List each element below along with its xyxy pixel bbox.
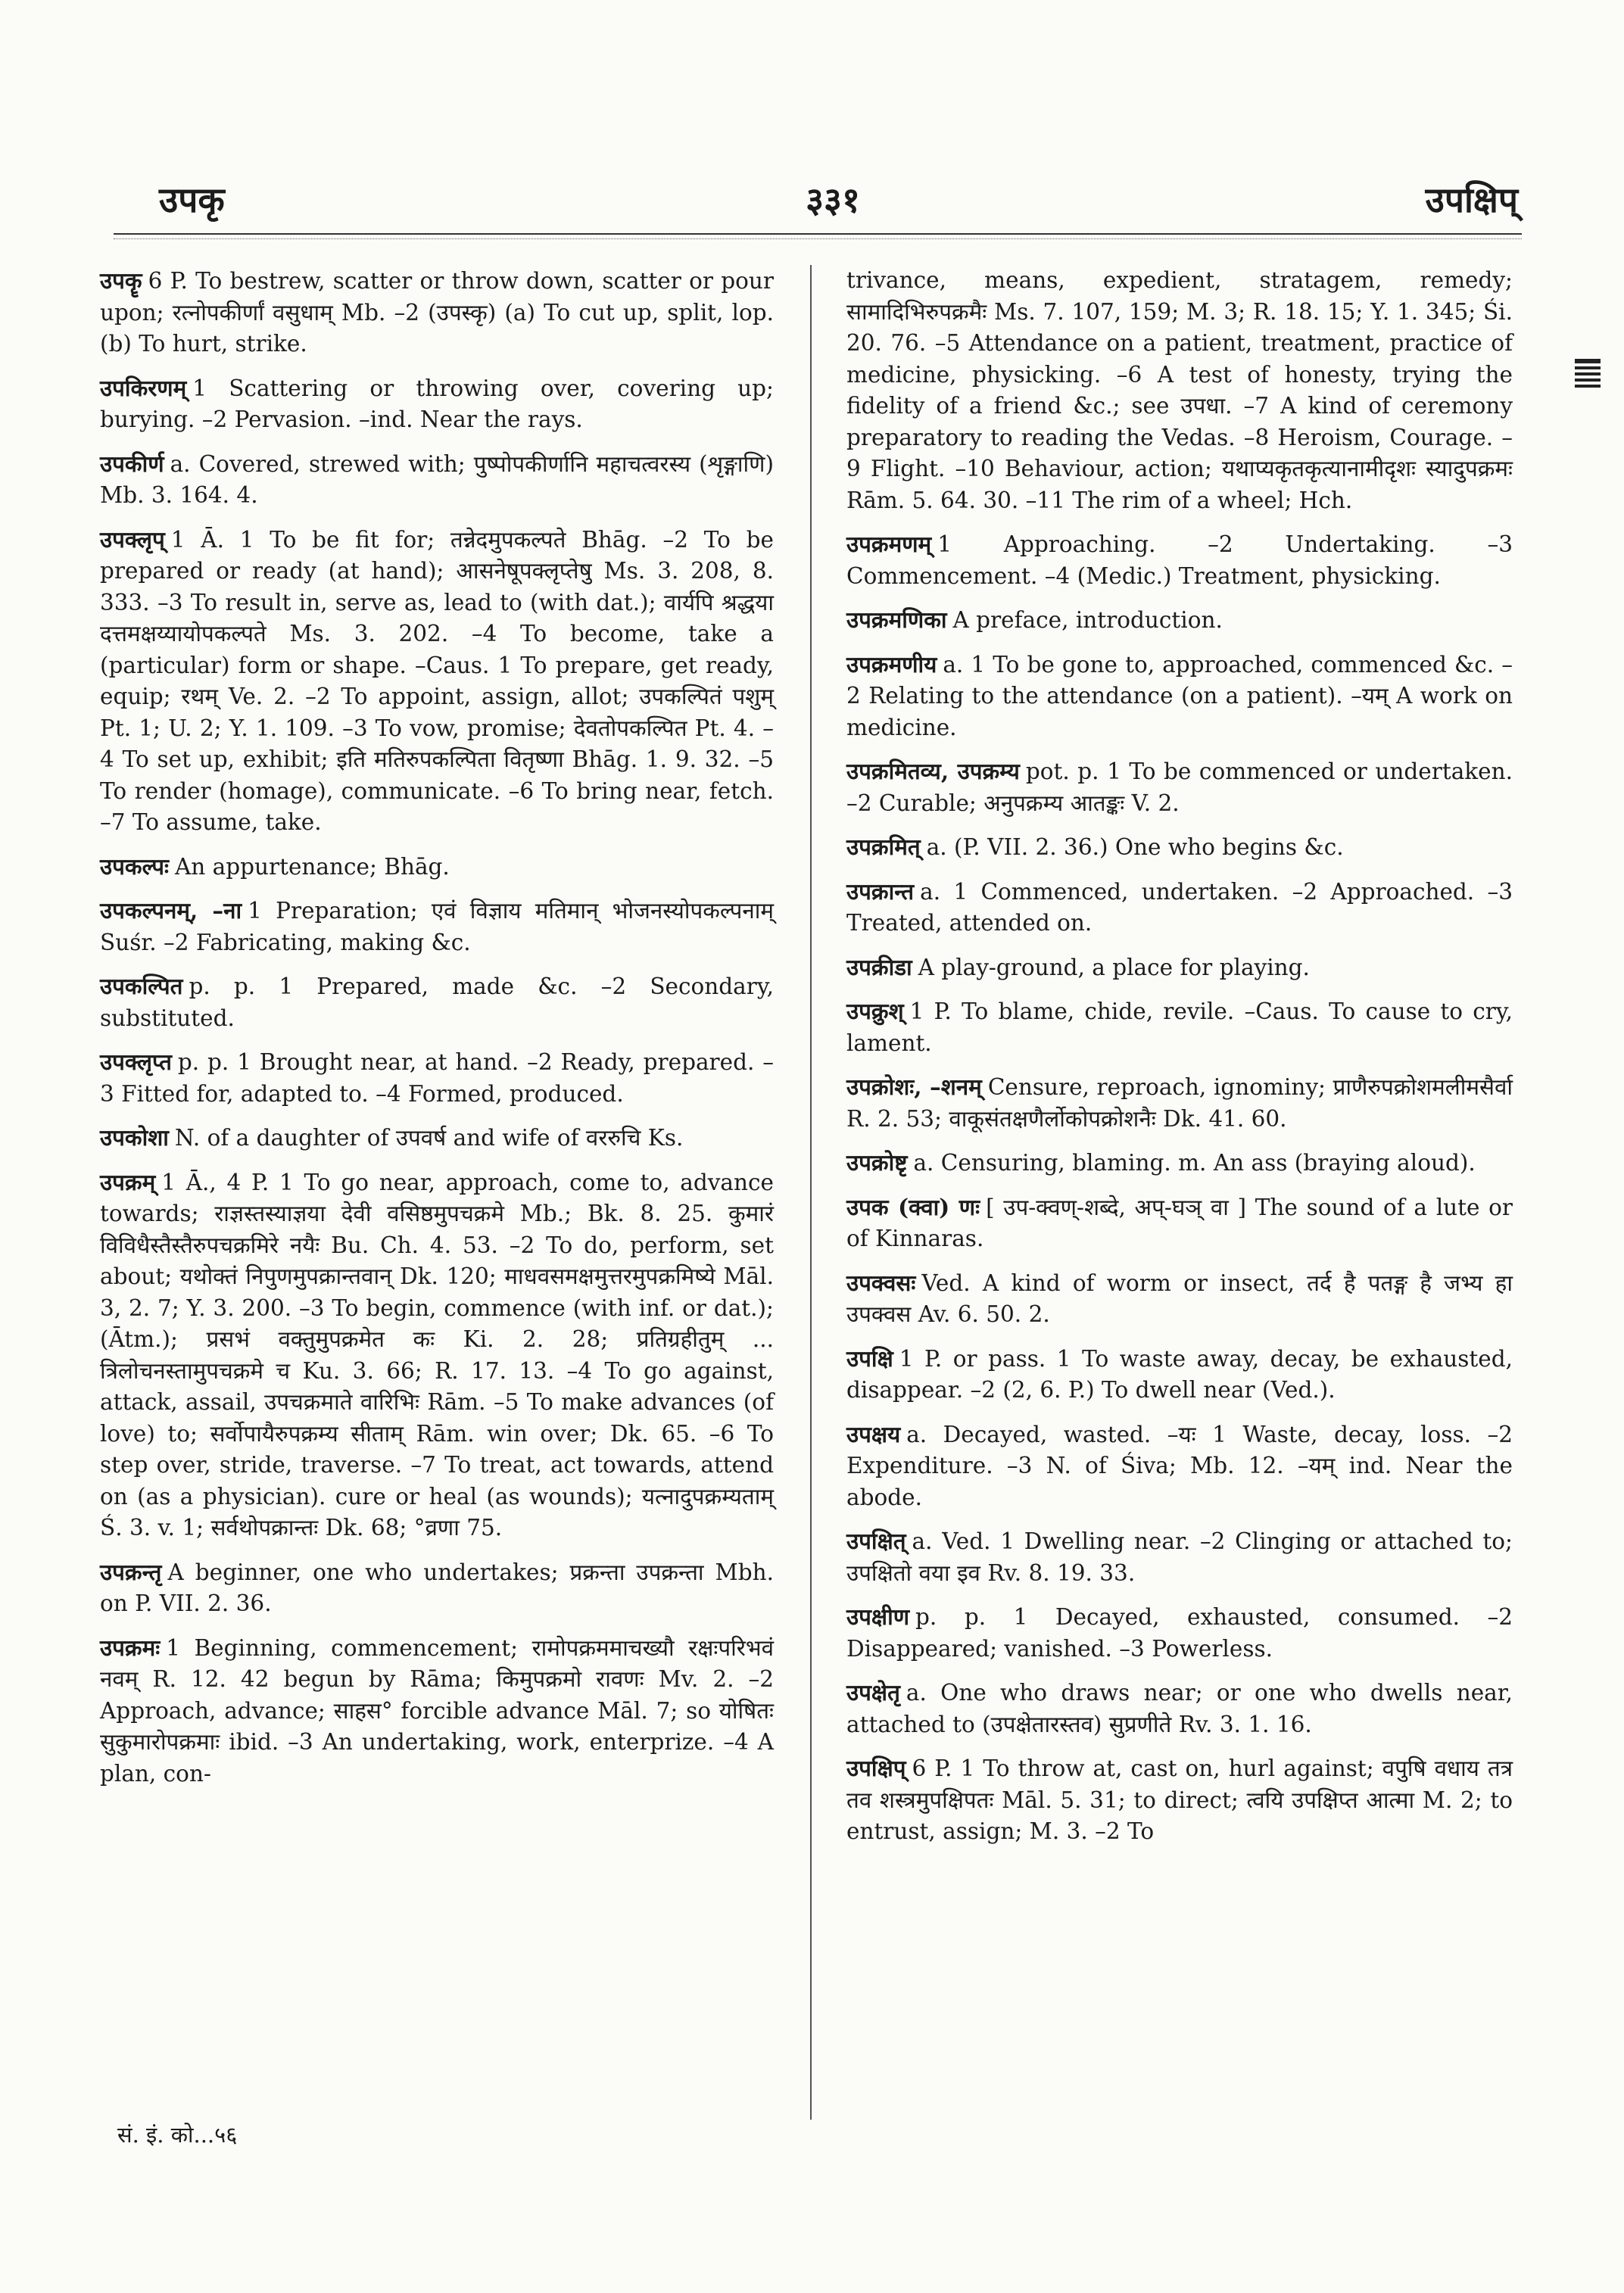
entry-definition: 1 Preparation; एवं विज्ञाय मतिमान् भोजनस्योपकल्पनाम् Suśr. –2 Fabricating, making &c. xyxy=(100,898,774,955)
entry-definition: p. p. 1 Decayed, exhausted, consumed. –2 Disappeared; vanished. –3 Powerless. xyxy=(846,1604,1513,1662)
entry-headword: उपक्लृप् xyxy=(100,525,165,553)
entry-headword: उपक्रान्त xyxy=(846,877,915,905)
entry-headword: उपक्षेतृ xyxy=(846,1679,900,1706)
entry-definition: 1 P. or pass. 1 To waste away, decay, be exhausted, disappear. –2 (2, 6. P.) To dwell near (Ved.). xyxy=(846,1345,1513,1403)
entry-definition: a. Decayed, wasted. –यः 1 Waste, decay, loss. –2 Expenditure. –3 N. of Śiva; Mb. 12. –यम् ind. Near the abode. xyxy=(846,1421,1513,1510)
running-head-right: उपक्षिप् xyxy=(1425,179,1518,220)
dictionary-entry xyxy=(846,952,1513,984)
entry-definition: Ved. A kind of worm or insect, तर्द है पतङ्ग है जभ्य हा उपक्वस Av. 6. 50. 2. xyxy=(846,1270,1513,1327)
page-number: ३३१ xyxy=(806,179,860,220)
dictionary-entry xyxy=(846,1192,1513,1255)
dictionary-entry xyxy=(100,448,774,512)
entry-headword: उपक्रम् xyxy=(100,1168,156,1195)
entry-definition: 1 Approaching. –2 Undertaking. –3 Commencement. –4 (Medic.) Treatment, physicking. xyxy=(846,531,1513,589)
entry-headword: उपकल्पित xyxy=(100,973,183,999)
entry-definition: pot. p. 1 To be commenced or undertaken. –2 Curable; अनुपक्रम्य आतङ्कः V. 2. xyxy=(846,759,1513,816)
entry-definition: 1 Beginning, commencement; रामोपक्रममाचख्यौ रक्षःपरिभवं नवम् R. 12. 42 begun by Rāma; किमुपक्रमो रावणः Mv. 2. –2 Approach, advance; साहस° forcible advance Māl. 7; so योषितः सुकुमारोपक्रमाः ibid. –3 An undertaking, work, enterprize. –4 A plan, con- xyxy=(100,1634,774,1787)
header-rule xyxy=(114,233,1522,235)
entry-definition: [ उप-क्वण्-शब्दे, अप्-घञ् वा ] The sound of a lute or of Kinnaras. xyxy=(846,1194,1513,1251)
dictionary-entry xyxy=(100,1122,774,1154)
entry-definition: 1 P. To blame, chide, revile. –Caus. To cause to cry, lament. xyxy=(846,999,1513,1056)
entry-definition: a. Covered, strewed with; पुष्पोपकीर्णानि महाचत्वरस्य (शृङ्गाणि) Mb. 3. 164. 4. xyxy=(100,450,774,508)
entry-definition: 1 Scattering or throwing over, covering up; burying. –2 Pervasion. –ind. Near the rays. xyxy=(100,375,774,432)
entry-definition: 6 P. 1 To throw at, cast on, hurl against; वपुषि वधाय तत्र तव शस्त्रमुपक्षिपतः Māl. 5. 31; to direct; त्वयि उपक्षिप्त आत्मा M. 2; to entrust, assign; M. 3. –2 To xyxy=(846,1756,1513,1844)
dictionary-entry xyxy=(846,1601,1513,1665)
entry-headword: उपक्रमणीय xyxy=(846,650,937,678)
entry-headword: उपक्षिप् xyxy=(846,1755,906,1781)
entry-definition: A preface, introduction. xyxy=(952,607,1223,633)
column-divider xyxy=(810,265,812,2120)
entry-definition: Censure, reproach, ignominy; प्राणैरुपक्रोशमलीमसैर्वा R. 2. 53; वाकूसंतक्षणैर्लोकोपक्रोशनैः Dk. 41. 60. xyxy=(846,1074,1513,1132)
entry-headword: उपक्षित् xyxy=(846,1528,906,1554)
entry-headword: उपक (क्वा) णः xyxy=(846,1193,980,1220)
dictionary-entry xyxy=(846,604,1513,637)
dictionary-entry xyxy=(100,1167,774,1544)
entry-headword: उपक्रमितव्य, उपक्रम्य xyxy=(846,758,1020,784)
entry-headword: उपक्रमणिका xyxy=(846,606,947,633)
left-column xyxy=(100,265,774,1802)
entry-definition: p. p. 1 Prepared, made &c. –2 Secondary, substituted. xyxy=(100,974,774,1031)
entry-headword: उपकिरणम् xyxy=(100,374,187,401)
dictionary-entry xyxy=(846,1677,1513,1740)
dictionary-entry xyxy=(100,1046,774,1110)
entry-headword: उपकीर्ण xyxy=(100,450,164,477)
entry-definition: a. Censuring, blaming. m. An ass (braying aloud). xyxy=(913,1150,1476,1176)
dictionary-entry xyxy=(846,1147,1513,1179)
dictionary-entry xyxy=(846,876,1513,939)
entry-definition: A beginner, one who undertakes; प्रक्रन्ता उपक्रन्ता Mbh. on P. VII. 2. 36. xyxy=(100,1559,774,1616)
entry-headword: उपक्षीण xyxy=(846,1603,910,1630)
dictionary-entry xyxy=(846,1525,1513,1589)
entry-definition: 1 Ā. 1 To be fit for; तन्नेदमुपकल्पते Bhāg. –2 To be prepared or ready (at hand); आसनेषूपक्लृप्तेषु Ms. 3. 208, 8. 333. –3 To result in, serve as, lead to (with dat.); वार्यपि श्रद्धया दत्तमक्षय्यायोपकल्पते Ms. 3. 202. –4 To become, take a (particular) form or shape. –Caus. 1 To prepare, get ready, equip; रथम् Ve. 2. –2 To appoint, assign, allot; उपकल्पितं पशुम् Pt. 1; U. 2; Y. 1. 109. –3 To vow, promise; देवतोपकल्पित Pt. 4. –4 To set up, exhibit; इति मतिरुपकल्पिता वितृष्णा Bhāg. 1. 9. 32. –5 To render (homage), communicate. –6 To bring near, fetch. –7 To assume, take. xyxy=(100,526,774,835)
dictionary-entry xyxy=(846,995,1513,1059)
entry-headword: उपक्षि xyxy=(846,1344,893,1372)
entry-headword: उपक्रमित् xyxy=(846,833,921,860)
entry-headword: उपक्रोष्टृ xyxy=(846,1149,908,1176)
entry-definition: trivance, means, expedient, stratagem, remedy; सामादिभिरुपक्रमैः Ms. 7. 107, 159; M. 3; R. 18. 15; Y. 1. 345; Śi. 20. 76. –5 Attendance on a patient, treatment, practice of medicine, physicking. –6 A test of honesty, trying the fidelity of a friend &c.; see उपधा. –7 A kind of ceremony preparatory to reading the Vedas. –8 Heroism, Courage. –9 Flight. –10 Behaviour, action; यथाप्यकृतकृत्यानामीदृशः स्यादुपक्रमः Rām. 5. 64. 30. –11 The rim of a wheel; Hch. xyxy=(846,267,1513,513)
entry-definition: a. (P. VII. 2. 36.) One who begins &c. xyxy=(926,834,1344,860)
entry-headword: उपकोशा xyxy=(100,1124,169,1151)
entry-headword: उपकल्पः xyxy=(100,852,169,880)
signature-mark: सं. इं. को...५६ xyxy=(117,2122,238,2148)
dictionary-entry xyxy=(846,528,1513,592)
dictionary-entry xyxy=(846,1419,1513,1514)
dictionary-entry xyxy=(846,1071,1513,1135)
entry-definition: 1 Ā., 4 P. 1 To go near, approach, come to, advance towards; राज्ञस्तस्याज्ञया देवी वसिष्ठमुपचक्रमे Mb.; Bk. 8. 25. कुमारं विविधैस्तैस्तैरुपचक्रमिरे नयैः Bu. Ch. 4. 53. –2 To do, perform, set about; यथोक्तं निपुणमुपक्रान्तवान् Dk. 120; माधवसमक्षमुत्तरमुपक्रमिष्ये Māl. 3, 2. 7; Y. 3. 200. –3 To begin, commence (with inf. or dat.); (Ātm.); प्रसभं वक्तुमुपक्रमेत कः Ki. 2. 28; प्रतिग्रहीतुम् ... त्रिलोचनस्तामुपचक्रमे च Ku. 3. 66; R. 17. 13. –4 To go against, attack, assail, उपचक्रमाते वारिभिः Rām. –5 To make advances (of love) to; सर्वोपायैरुपक्रम्य सीताम् Rām. win over; Dk. 65. –6 To step over, stride, traverse. –7 To treat, act towards, attend on (as a physician). cure or heal (as wounds); यत्नादुपक्रम्यताम् Ś. 3. v. 1; सर्वथोपक्रान्तः Dk. 68; °व्रणा 75. xyxy=(100,1169,774,1541)
entry-definition: N. of a daughter of उपवर्ष and wife of वररुचि Ks. xyxy=(174,1125,684,1151)
entry-definition: 6 P. To bestrew, scatter or throw down, scatter or pour upon; रत्नोपकीर्णां वसुधाम् Mb. –2 (उपस्कृ) (a) To cut up, split, lop. (b) To hurt, strike. xyxy=(100,268,774,357)
entry-headword: उपक्रमः xyxy=(100,1634,161,1661)
dictionary-entry xyxy=(100,265,774,360)
dictionary-entry xyxy=(846,1343,1513,1407)
entry-headword: उपक्रमणम् xyxy=(846,531,932,557)
entry-definition: An appurtenance; Bhāg. xyxy=(174,853,450,880)
dictionary-entry xyxy=(846,831,1513,864)
dictionary-entry xyxy=(100,895,774,958)
entry-headword: उपक्रीडा xyxy=(846,953,912,980)
right-column xyxy=(846,265,1513,1860)
dictionary-entry xyxy=(100,372,774,436)
thumb-index-mark xyxy=(1573,356,1604,395)
entry-headword: उपक्षय xyxy=(846,1420,901,1447)
dictionary-entry xyxy=(100,851,774,883)
entry-definition: A play-ground, a place for playing. xyxy=(918,954,1310,980)
entry-headword: उपकल्पनम्, –ना xyxy=(100,897,242,924)
dictionary-entry xyxy=(100,970,774,1034)
entry-definition: a. Ved. 1 Dwelling near. –2 Clinging or attached to; उपक्षितो वया इव Rv. 8. 19. 33. xyxy=(846,1528,1513,1586)
header-rule-dotted xyxy=(114,238,1522,239)
entry-headword: उपक्रोशः, –शनम् xyxy=(846,1073,982,1100)
entry-definition: a. 1 To be gone to, approached, commenced &c. –2 Relating to the attendance (on a patient). –यम् A work on medicine. xyxy=(846,651,1513,740)
dictionary-entry xyxy=(846,1752,1513,1848)
entry-definition: p. p. 1 Brought near, at hand. –2 Ready, prepared. –3 Fitted for, adapted to. –4 Formed, produced. xyxy=(100,1049,774,1107)
entry-headword: उपक्वसः xyxy=(846,1269,916,1296)
entry-headword: उपक्लृप्त xyxy=(100,1048,172,1075)
entry-headword: उपकॄ xyxy=(100,267,142,294)
dictionary-entry xyxy=(846,649,1513,744)
entry-definition: a. One who draws near; or one who dwells near, attached to (उपक्षेतारस्तव) सुप्रणीते Rv. 3. 1. 16. xyxy=(846,1680,1513,1737)
dictionary-entry xyxy=(846,265,1513,516)
entry-definition: a. 1 Commenced, undertaken. –2 Approached. –3 Treated, attended on. xyxy=(846,878,1513,936)
dictionary-entry xyxy=(100,524,774,839)
entry-headword: उपक्रन्तृ xyxy=(100,1558,162,1585)
dictionary-entry xyxy=(846,1267,1513,1331)
running-head-left: उपकृ xyxy=(159,179,225,220)
dictionary-entry xyxy=(100,1556,774,1620)
dictionary-entry xyxy=(100,1632,774,1790)
entry-headword: उपक्रुश् xyxy=(846,998,904,1024)
dictionary-entry xyxy=(846,756,1513,819)
